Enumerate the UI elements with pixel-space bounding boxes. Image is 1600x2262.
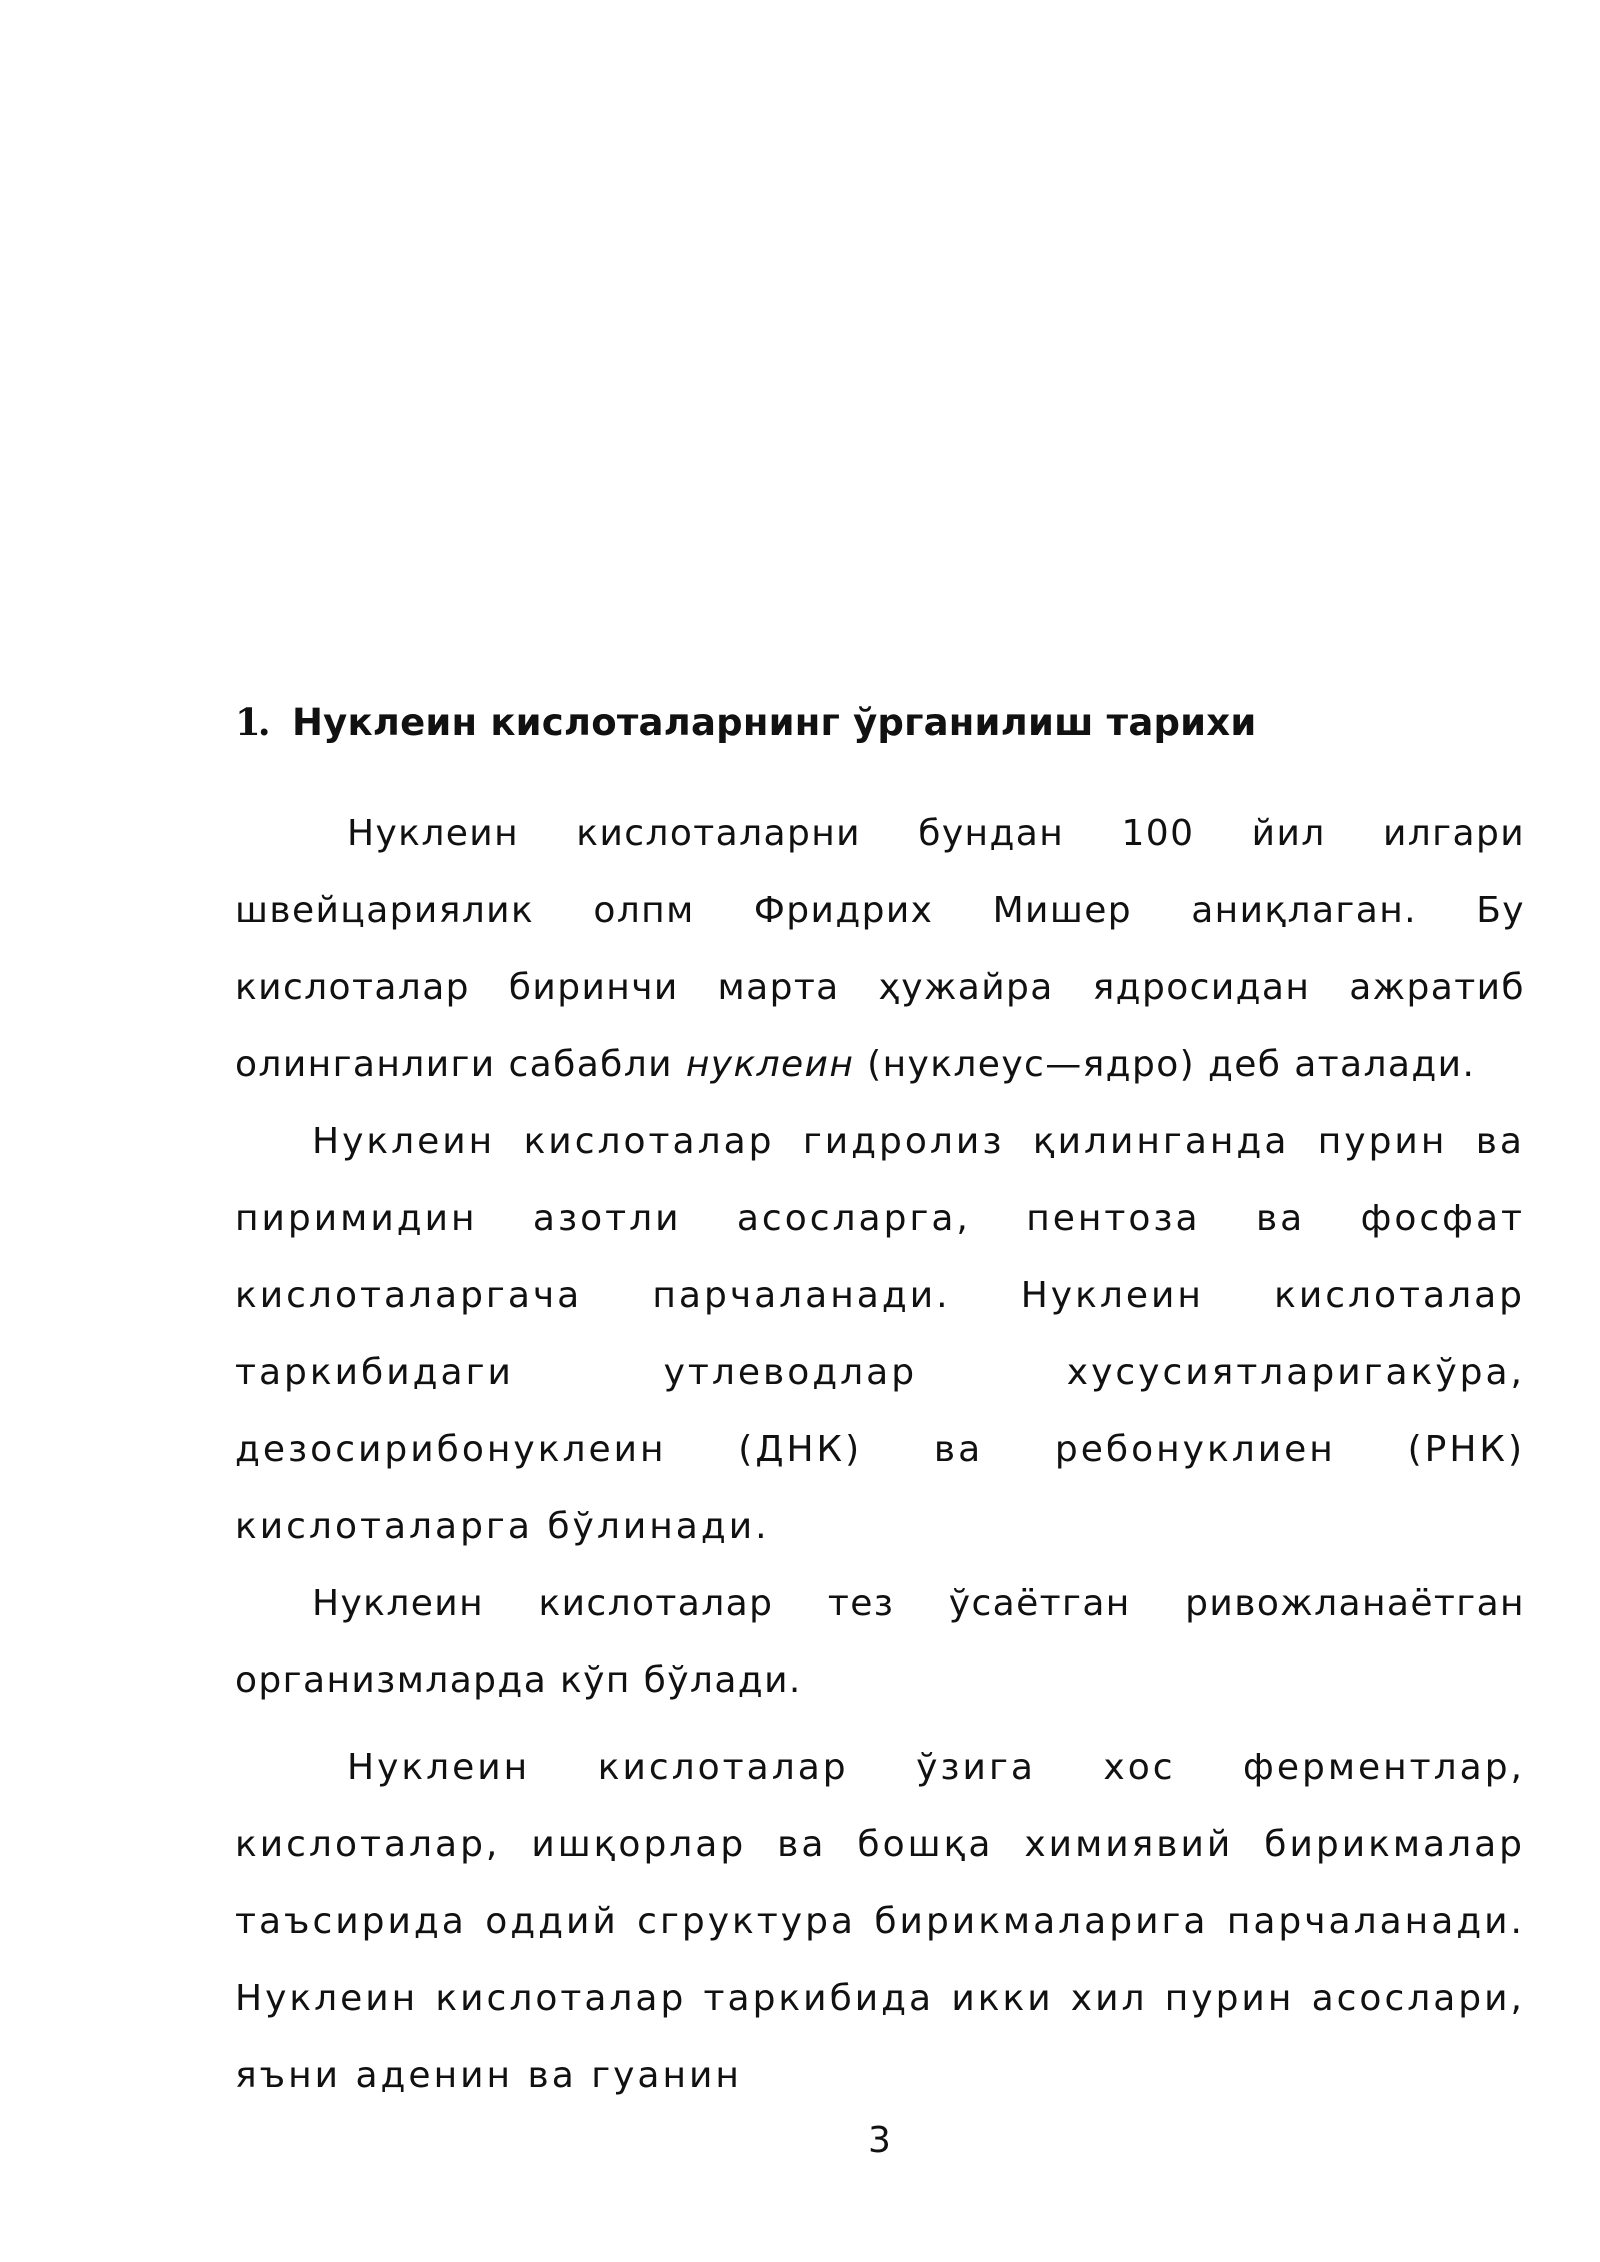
paragraph-organisms: Нуклеин кислоталар тез ўсаётган ривожланаётган организмларда кўп бўлади.	[235, 1583, 1525, 1702]
page-content	[235, 700, 1525, 2114]
italic-term: нуклеин	[685, 1044, 855, 1086]
paragraph-decomposition: Нуклеин кислоталар ўзига хос ферментлар, кислоталар, ишқорлар ва бошқа химиявий бирикмалар таъсирида оддий сгруктура бирикмаларига парчаланади. Нуклеин кислоталар таркибида икки хил пурин асослари, яъни аденин ва гуанин	[235, 1747, 1525, 2097]
section-number: 1.	[235, 700, 268, 744]
page-number: 3	[868, 2120, 892, 2161]
paragraph-text: Нуклеин кислоталарни бундан 100 йил илгари швейцариялик олпм Фридрих Мишер аниқлаган. Бу кислоталар биринчи марта ҳужайра ядросидан ажратиб олинганлиги сабабли	[235, 813, 1525, 1086]
paragraph-text: (нуклеус—ядро) деб аталади.	[854, 1044, 1476, 1086]
paragraph-history-intro	[235, 795, 1525, 1103]
section-heading	[235, 700, 1525, 745]
paragraph-hydrolysis: Нуклеин кислоталар гидролиз қилинганда пурин ва пиримидин азотли асосларга, пентоза ва фосфат кислоталаргача парчаланади. Нуклеин кислоталар таркибидаги утлеводлар хусусиятларигакўра, дезосирибонуклеин (ДНК) ва ребонуклиен (РНК) кислоталарга бўлинади.	[235, 1121, 1525, 1548]
section-title: Нуклеин кислоталарнинг ўрганилиш тарихи	[292, 701, 1257, 744]
